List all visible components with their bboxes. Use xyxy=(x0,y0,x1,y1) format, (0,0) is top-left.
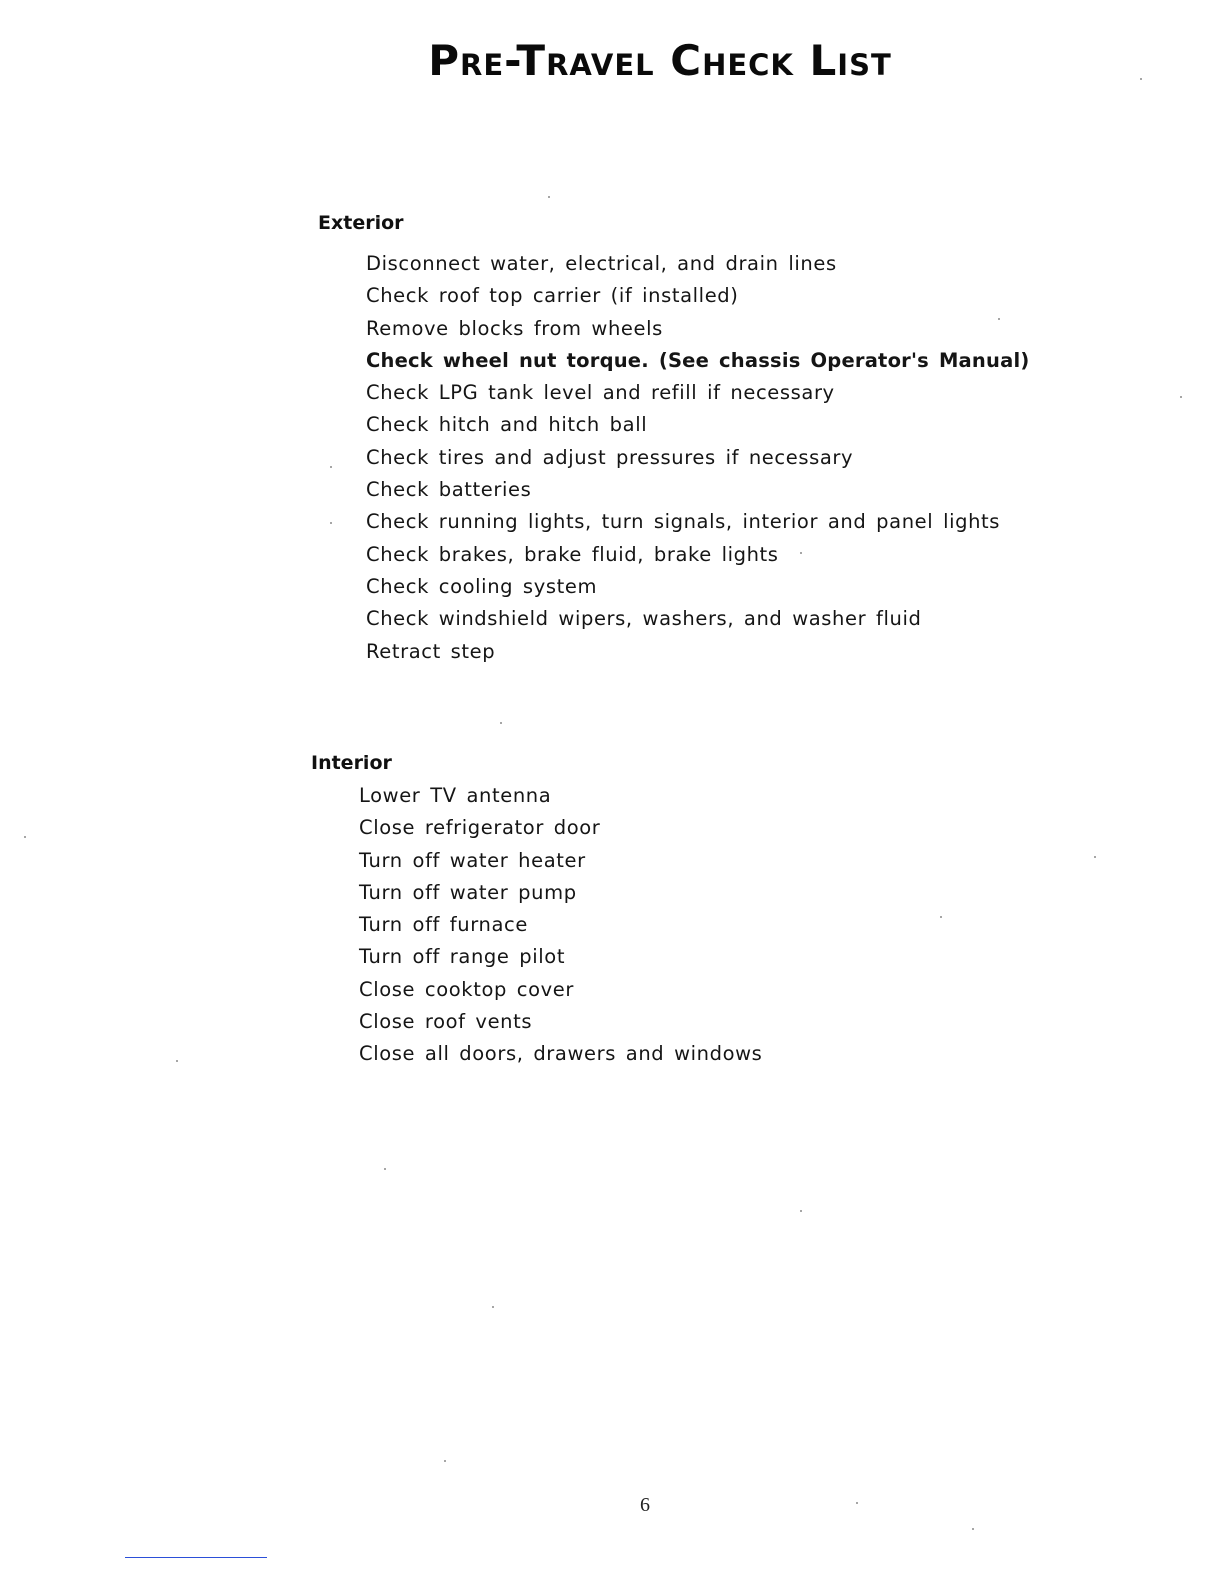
list-item: Close refrigerator door xyxy=(359,816,601,840)
scan-speck xyxy=(940,916,942,918)
list-item: Close all doors, drawers and windows xyxy=(359,1042,763,1066)
scan-speck xyxy=(24,836,26,838)
list-item: Disconnect water, electrical, and drain lines xyxy=(366,252,837,275)
list-item: Close cooktop cover xyxy=(359,977,574,1001)
exterior-heading: Exterior xyxy=(318,212,404,234)
scan-speck xyxy=(500,722,502,724)
list-item: Check wheel nut torque. (See chassis Operator's Manual) xyxy=(366,348,1030,372)
list-item: Turn off furnace xyxy=(359,913,528,937)
scan-speck xyxy=(1094,856,1096,858)
list-item: Check batteries xyxy=(366,478,532,502)
list-item: Turn off water heater xyxy=(359,848,586,872)
scan-speck xyxy=(1180,396,1182,398)
list-item: Lower TV antenna xyxy=(359,784,552,807)
bottom-rule xyxy=(125,1557,267,1558)
scan-speck xyxy=(856,1502,858,1504)
scan-speck xyxy=(492,1306,494,1308)
scan-speck xyxy=(800,1210,802,1212)
list-item: Check hitch and hitch ball xyxy=(366,413,648,437)
list-item: Close roof vents xyxy=(359,1010,533,1034)
list-item: Check roof top carrier (if installed) xyxy=(366,284,739,308)
exterior-checklist xyxy=(366,248,1029,668)
scan-speck xyxy=(384,1168,386,1170)
scan-speck xyxy=(998,318,1000,320)
list-item: Turn off water pump xyxy=(359,880,577,904)
list-item: Turn off range pilot xyxy=(359,945,566,969)
list-item: Retract step xyxy=(366,639,496,663)
interior-checklist xyxy=(359,780,762,1071)
list-item: Check brakes, brake fluid, brake lights xyxy=(366,542,779,566)
list-item: Check running lights, turn signals, interior and panel lights xyxy=(366,510,1001,534)
scan-speck xyxy=(1140,78,1142,80)
scan-speck xyxy=(176,1060,178,1062)
list-item: Remove blocks from wheels xyxy=(366,316,663,340)
scan-speck xyxy=(330,522,332,524)
page-number: 6 xyxy=(640,1494,650,1516)
scan-speck xyxy=(330,466,332,468)
scan-speck xyxy=(444,1460,446,1462)
interior-heading: Interior xyxy=(311,752,392,774)
list-item: Check tires and adjust pressures if necessary xyxy=(366,445,854,469)
scan-speck xyxy=(548,196,550,198)
scan-speck xyxy=(972,1528,974,1530)
scan-speck xyxy=(800,552,802,554)
list-item: Check windshield wipers, washers, and washer fluid xyxy=(366,607,922,631)
list-item: Check cooling system xyxy=(366,574,598,598)
page-title: Pre-Travel Check List xyxy=(428,36,892,85)
list-item: Check LPG tank level and refill if necessary xyxy=(366,381,835,405)
